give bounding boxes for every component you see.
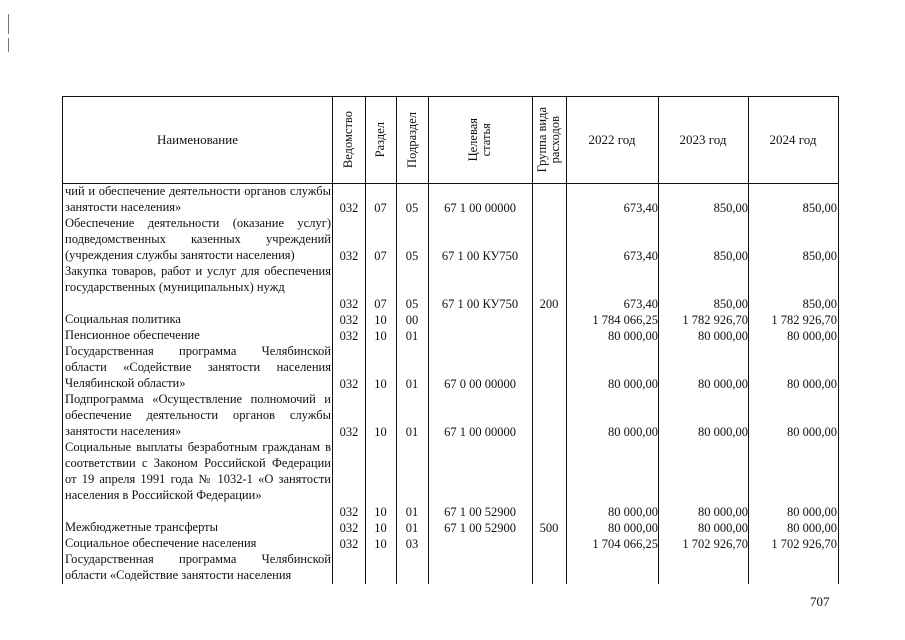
row-value-2023: 1 702 926,70 [682,537,748,551]
header-department-text: Ведомство [341,111,355,169]
table-row [63,536,838,552]
row-name: Закупка товаров, работ и услуг для обеспечения государственных (муниципальных) нужд [65,264,331,294]
table-row [63,440,838,520]
row-value-2024: 1 782 926,70 [771,313,837,327]
header-year-2024 [748,97,838,183]
row-target-article: 67 1 00 00000 [444,425,516,439]
row-target-article: 67 1 00 00000 [444,201,516,215]
row-value-2022: 80 000,00 [608,505,658,519]
header-subsection [396,97,428,183]
row-value-2023: 850,00 [713,201,748,215]
row-department: 032 [339,425,359,439]
row-name: чий и обеспечение деятельности органов службы занятости населения» [65,184,331,214]
header-target-article-text: Целевая статья [466,118,493,162]
row-subsection: 03 [405,537,419,551]
header-year-2023-text: 2023 год [679,132,727,147]
row-value-2024: 850,00 [802,249,837,263]
header-year-2022-text: 2022 год [588,132,636,147]
scan-artifact-mark [8,14,9,34]
header-section [365,97,396,183]
row-expense-group: 200 [539,297,559,311]
row-value-2023: 80 000,00 [698,329,748,343]
table-row [63,264,838,312]
row-name: Обеспечение деятельности (оказание услуг) подведомственных казенных учреждений (учреждения службы занятости населения) [65,216,331,262]
header-name-text: Наименование [157,132,238,147]
scan-artifact-mark [8,38,9,52]
row-value-2023: 80 000,00 [698,425,748,439]
row-department: 032 [339,537,359,551]
table-row [63,328,838,344]
row-section: 07 [374,297,387,311]
row-value-2022: 673,40 [623,249,658,263]
row-target-article: 67 1 00 52900 [444,505,516,519]
row-department: 032 [339,377,359,391]
row-value-2022: 1 704 066,25 [592,537,658,551]
table-row [63,312,838,328]
row-name: Социальная политика [65,312,181,326]
row-value-2022: 673,40 [623,297,658,311]
header-name [63,97,332,183]
row-department: 032 [339,201,359,215]
row-subsection: 01 [405,505,419,519]
row-value-2024: 80 000,00 [787,505,837,519]
table-row [63,552,838,584]
table-row [63,184,838,216]
row-department: 032 [339,313,359,327]
row-target-article: 67 1 00 КУ750 [441,297,519,311]
row-subsection: 05 [405,297,419,311]
header-year-2024-text: 2024 год [769,132,817,147]
row-name: Социальные выплаты безработным гражданам в соответствии с Законом Российской Федерации от 19 апреля 1991 года № 1032-1 «О занятости населения в Российской Федерации» [65,440,331,502]
row-section: 07 [374,201,387,215]
row-value-2023: 80 000,00 [698,521,748,535]
row-value-2024: 80 000,00 [787,377,837,391]
row-value-2023: 80 000,00 [698,377,748,391]
row-value-2023: 850,00 [713,297,748,311]
row-subsection: 01 [405,377,419,391]
row-subsection: 01 [405,521,419,535]
row-target-article: 67 0 00 00000 [444,377,516,391]
row-subsection: 01 [405,329,419,343]
header-expense-group [532,97,566,183]
row-department: 032 [339,521,359,535]
row-name: Социальное обеспечение населения [65,536,257,550]
row-expense-group: 500 [539,521,559,535]
row-value-2024: 80 000,00 [787,425,837,439]
row-section: 10 [374,425,387,439]
header-expense-group-text: Группа вида расходов [535,107,562,173]
row-value-2022: 80 000,00 [608,425,658,439]
row-name: Пенсионное обеспечение [65,328,200,342]
row-subsection: 00 [405,313,419,327]
row-section: 10 [374,521,387,535]
table-row [63,216,838,264]
table-row [63,344,838,392]
row-name: Межбюджетные трансферты [65,520,219,534]
row-subsection: 05 [405,249,419,263]
row-value-2023: 850,00 [713,249,748,263]
header-target-article [428,97,532,183]
row-value-2024: 80 000,00 [787,329,837,343]
row-value-2024: 80 000,00 [787,521,837,535]
header-subsection-text: Подраздел [404,112,419,168]
row-value-2022: 80 000,00 [608,377,658,391]
row-target-article: 67 1 00 52900 [444,521,516,535]
header-year-2022 [566,97,658,183]
row-name: Подпрограмма «Осуществление полномочий и обеспечение деятельности органов службы занятости населения» [65,392,331,438]
row-value-2022: 673,40 [623,201,658,215]
row-value-2024: 850,00 [802,201,837,215]
row-target-article: 67 1 00 КУ750 [441,249,519,263]
row-department: 032 [339,329,359,343]
row-section: 10 [374,329,387,343]
row-subsection: 01 [405,425,419,439]
row-department: 032 [339,505,359,519]
row-department: 032 [339,249,359,263]
row-value-2022: 80 000,00 [608,329,658,343]
row-section: 10 [374,313,387,327]
row-department: 032 [339,297,359,311]
header-department [332,97,365,183]
header-section-text: Раздел [373,122,387,158]
row-value-2023: 80 000,00 [698,505,748,519]
table-row [63,520,838,536]
header-year-2023 [658,97,748,183]
row-name: Государственная программа Челябинской области «Содействие занятости населения Челябинской области» [65,344,331,390]
page-number: 707 [810,594,830,609]
row-section: 10 [374,377,387,391]
row-section: 10 [374,537,387,551]
row-subsection: 05 [405,201,419,215]
row-value-2022: 1 784 066,25 [592,313,658,327]
row-value-2024: 850,00 [802,297,837,311]
table-row [63,392,838,440]
row-section: 10 [374,505,387,519]
row-value-2023: 1 782 926,70 [682,313,748,327]
budget-table [62,96,839,584]
row-name: Государственная программа Челябинской области «Содействие занятости населения [65,552,331,582]
row-value-2024: 1 702 926,70 [771,537,837,551]
row-value-2022: 80 000,00 [608,521,658,535]
row-section: 07 [374,249,387,263]
